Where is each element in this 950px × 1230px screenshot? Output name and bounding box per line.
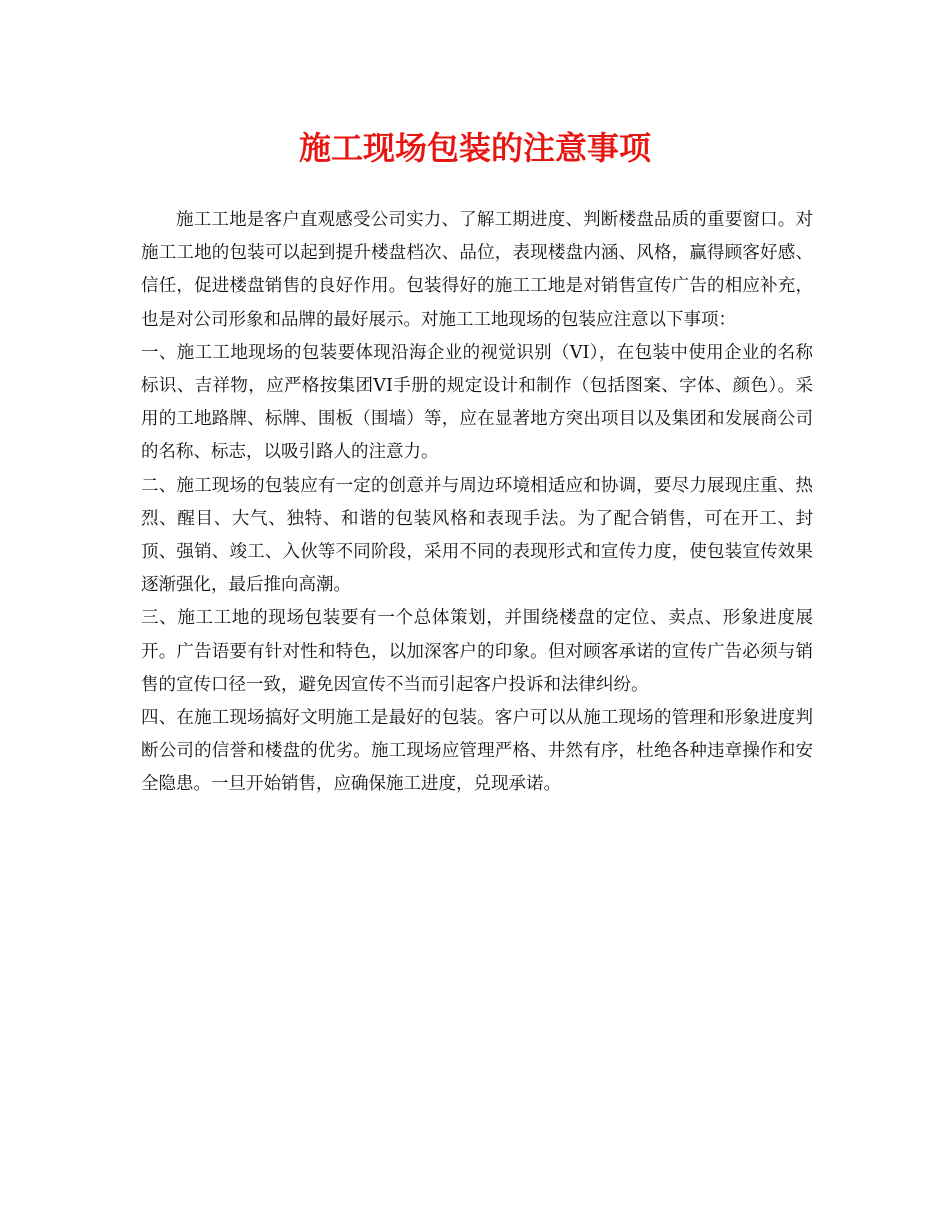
document-body — [141, 204, 813, 802]
document-title: 施工现场包装的注意事项 — [298, 129, 651, 167]
item-paragraph-4: 四、在施工现场搞好文明施工是最好的包装。客户可以从施工现场的管理和形象进度判断公司的信誉和楼盘的优劣。施工现场应管理严格、井然有序，杜绝各种违章操作和安全隐患。一旦开始销售，应确保施工进度，兑现承诺。 — [141, 708, 813, 795]
item-paragraph-3: 三、施工工地的现场包装要有一个总体策划，并围绕楼盘的定位、卖点、形象进度展开。广告语要有针对性和特色，以加深客户的印象。但对顾客承诺的宣传广告必须与销售的宣传口径一致，避免因宣传不当而引起客户投诉和法律纠纷。 — [141, 608, 813, 695]
intro-paragraph: 施工工地是客户直观感受公司实力、了解工期进度、判断楼盘品质的重要窗口。对施工工地的包装可以起到提升楼盘档次、品位，表现楼盘内涵、风格，赢得顾客好感、信任，促进楼盘销售的良好作用。包装得好的施工工地是对销售宣传广告的相应补充，也是对公司形象和品牌的最好展示。对施工工地现场的包装应注意以下事项： — [141, 210, 813, 330]
item-paragraph-2: 二、施工现场的包装应有一定的创意并与周边环境相适应和协调，要尽力展现庄重、热烈、醒目、大气、独特、和谐的包装风格和表现手法。为了配合销售，可在开工、封顶、强销、竣工、入伙等不同阶段，采用不同的表现形式和宣传力度，使包装宣传效果逐渐强化，最后推向高潮。 — [141, 475, 813, 596]
item-paragraph-1: 一、施工工地现场的包装要体现沿海企业的视觉识别（VI），在包装中使用企业的名称标识、吉祥物，应严格按集团VI手册的规定设计和制作（包括图案、字体、颜色）。采用的工地路牌、标牌、围板（围墙）等，应在显著地方突出项目以及集团和发展商公司的名称、标志，以吸引路人的注意力。 — [141, 342, 813, 463]
